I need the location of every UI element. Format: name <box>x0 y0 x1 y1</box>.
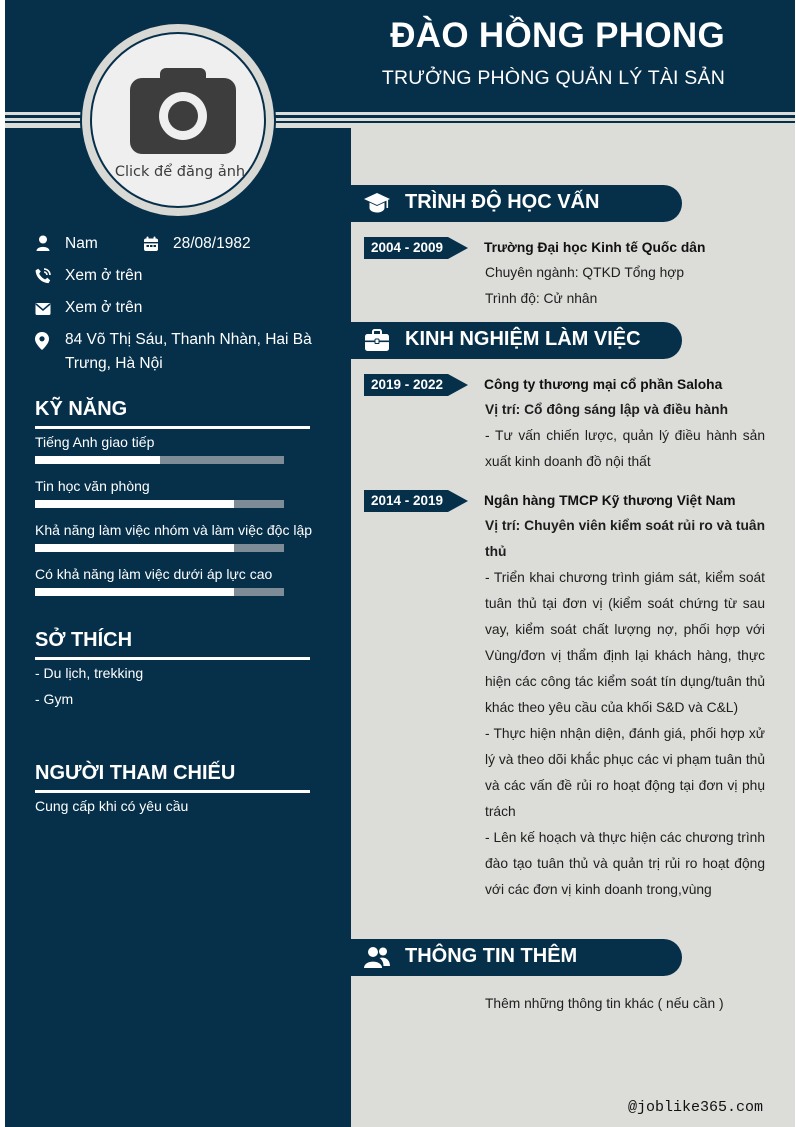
job-period-tag <box>364 374 469 396</box>
references-text: Cung cấp khi có yêu cầu <box>35 798 189 814</box>
photo-upload[interactable] <box>90 32 266 208</box>
photo-frame <box>80 22 276 218</box>
envelope-icon <box>35 301 51 317</box>
skill-bar-fill <box>35 456 160 464</box>
camera-icon <box>130 68 236 154</box>
job-detail: - Triển khai chương trình giám sát, kiểm soát tuân thủ tại đơn vị (kiểm soát chứng từ sau vay, kiểm soát chất lượng nợ, phối hợp với Vùng/đơn vị thẩm định lại khách hàng, thực hiện các công tác kiểm soát tín dụng/tuân thủ khác theo yêu cầu của khối S&D và C&L) <box>485 570 765 715</box>
hobbies-heading: SỞ THÍCH <box>35 629 133 651</box>
map-pin-icon <box>35 332 49 350</box>
education-school: Trường Đại học Kinh tế Quốc dân <box>484 240 706 255</box>
job-position: Vị trí: Cổ đông sáng lập và điều hành <box>485 402 728 417</box>
skill-bar-fill <box>35 544 234 552</box>
job-company: Công ty thương mại cổ phần Saloha <box>484 377 723 392</box>
experience-section-header <box>351 322 682 359</box>
skill-label: Tin học văn phòng <box>35 478 150 494</box>
education-period-tag <box>364 237 469 259</box>
skills-heading-rule <box>35 426 310 429</box>
user-icon <box>35 235 51 251</box>
skill-bar <box>35 456 284 464</box>
birthday-text: 28/08/1982 <box>173 235 251 252</box>
phone-text: Xem ở trên <box>65 267 143 284</box>
job-company: Ngân hàng TMCP Kỹ thương Việt Nam <box>484 493 736 508</box>
job-period: 2014 - 2019 <box>370 493 444 508</box>
candidate-name: ĐÀO HỒNG PHONG <box>390 16 725 55</box>
skill-bar <box>35 588 284 596</box>
education-heading: TRÌNH ĐỘ HỌC VẤN <box>405 191 600 213</box>
briefcase-icon <box>364 328 390 352</box>
users-icon <box>364 945 390 969</box>
additional-heading: THÔNG TIN THÊM <box>405 945 578 967</box>
job-detail: - Thực hiện nhận diện, đánh giá, phối hợp xử lý và theo dõi khắc phục các vi phạm tuân thủ và các vấn đề rủi ro hoạt động tại đơn vị phụ trách <box>485 726 765 819</box>
experience-heading: KINH NGHIỆM LÀM VIỆC <box>405 328 641 350</box>
references-heading: NGƯỜI THAM CHIẾU <box>35 762 236 784</box>
references-heading-rule <box>35 790 310 793</box>
skills-heading: KỸ NĂNG <box>35 398 128 420</box>
footer-handle: @joblike365.com <box>627 1099 763 1116</box>
education-section-header <box>351 185 682 222</box>
phone-icon <box>35 268 51 284</box>
education-level: Trình độ: Cử nhân <box>485 291 598 306</box>
skill-bar-fill <box>35 500 234 508</box>
job-position: Vị trí: Chuyên viên kiểm soát rủi ro và tuân thủ <box>485 518 765 559</box>
skill-label: Tiếng Anh giao tiếp <box>35 434 155 450</box>
hobbies-heading-rule <box>35 657 310 660</box>
skill-bar <box>35 500 284 508</box>
skill-label: Có khả năng làm việc dưới áp lực cao <box>35 566 273 582</box>
job-detail: - Lên kế hoạch và thực hiện các chương trình đào tạo tuân thủ và quản trị rủi ro hoạt động với các đơn vị kinh doanh trong,vùng <box>485 830 765 897</box>
photo-caption: Click để đăng ảnh <box>114 164 246 180</box>
calendar-icon <box>143 236 159 252</box>
graduation-cap-icon <box>364 191 390 215</box>
skill-label: Khả năng làm việc nhóm và làm việc độc lập <box>35 522 313 538</box>
education-period: 2004 - 2009 <box>370 240 444 255</box>
additional-section-header <box>351 939 682 976</box>
address-text: 84 Võ Thị Sáu, Thanh Nhàn, Hai Bà Trưng, Hà Nội <box>65 331 312 372</box>
job-period: 2019 - 2022 <box>370 377 444 392</box>
additional-text: Thêm những thông tin khác ( nếu cần ) <box>485 996 724 1011</box>
hobby-item: - Du lịch, trekking <box>35 665 144 681</box>
sidebar <box>5 128 351 1127</box>
job-period-tag <box>364 490 469 512</box>
gender-text: Nam <box>65 235 98 252</box>
email-text: Xem ở trên <box>65 299 143 316</box>
job-detail: - Tư vấn chiến lược, quản lý điều hành sản xuất kinh doanh đồ nội thất <box>485 428 765 469</box>
resume-page <box>5 0 795 1127</box>
skill-bar-fill <box>35 588 234 596</box>
education-major: Chuyên ngành: QTKD Tổng hợp <box>485 265 685 280</box>
hobby-item: - Gym <box>35 691 74 707</box>
candidate-job-title: TRƯỞNG PHÒNG QUẢN LÝ TÀI SẢN <box>381 67 725 89</box>
skill-bar <box>35 544 284 552</box>
